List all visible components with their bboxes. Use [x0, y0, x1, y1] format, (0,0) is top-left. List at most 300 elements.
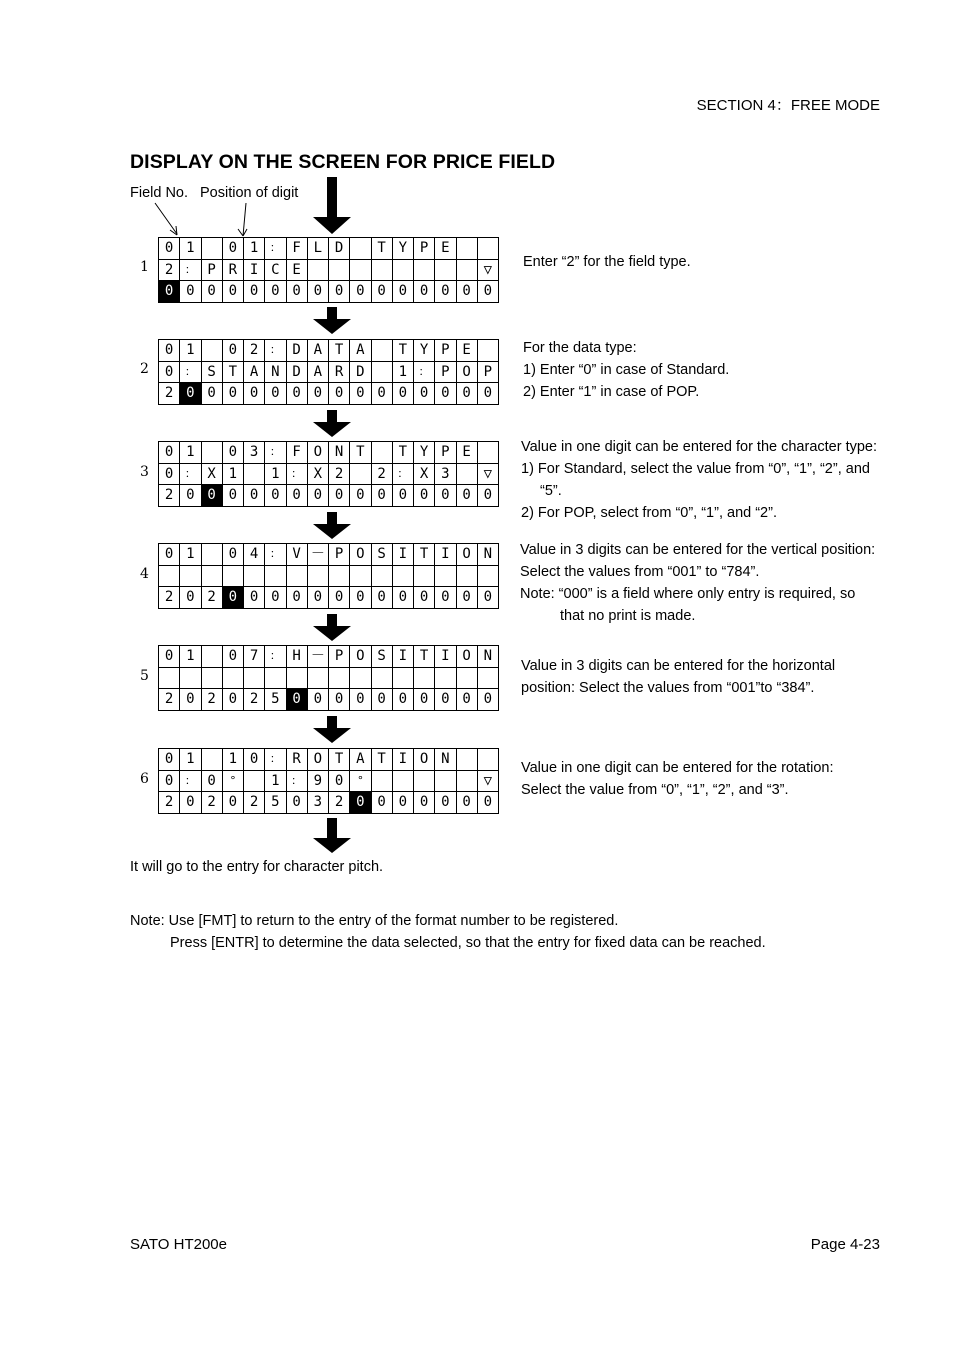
step-description: [523, 337, 729, 403]
lcd-cell: ：: [180, 463, 201, 485]
lcd-cell: P: [435, 442, 456, 464]
lcd-cell: I: [435, 646, 456, 668]
lcd-cell: [159, 667, 180, 689]
lcd-cell: [477, 442, 498, 464]
lcd-row: [159, 463, 499, 485]
desc-line: Select the value from “0”, “1”, “2”, and “3”.: [521, 782, 789, 798]
lcd-cell: [201, 646, 222, 668]
lcd-cell: 0: [435, 792, 456, 814]
desc-line: 1) Enter “0” in case of Standard.: [523, 362, 730, 378]
lcd-cell: P: [477, 361, 498, 383]
lcd-row: [159, 383, 499, 405]
lcd-cell: 0: [159, 544, 180, 566]
lcd-cell: X: [201, 463, 222, 485]
lcd-cell: 0: [392, 383, 413, 405]
lcd-cell: [477, 667, 498, 689]
lcd-cell: [201, 544, 222, 566]
lcd-cell: [244, 463, 265, 485]
lcd-cell: [201, 442, 222, 464]
lcd-cell: D: [350, 361, 371, 383]
lcd-cell: 0: [159, 361, 180, 383]
lcd-cell: [371, 259, 392, 281]
lcd-cell: 1: [222, 749, 243, 771]
lcd-cell: －: [307, 646, 328, 668]
lcd-cell: H: [286, 646, 307, 668]
lcd-screen-step-3: [158, 441, 499, 507]
lcd-cell: T: [371, 238, 392, 260]
lcd-cell: 0: [477, 383, 498, 405]
lcd-cell: Y: [392, 238, 413, 260]
lcd-cell: S: [371, 646, 392, 668]
lcd-cell: 0: [244, 281, 265, 303]
lcd-cell: [350, 667, 371, 689]
lcd-cell: [265, 667, 286, 689]
lcd-cell: [392, 565, 413, 587]
lcd-cell: 0: [477, 689, 498, 711]
lcd-cell: [222, 667, 243, 689]
lcd-cell: [392, 259, 413, 281]
lcd-cell: 0: [392, 689, 413, 711]
lcd-cell: [222, 565, 243, 587]
lcd-cell: 0: [159, 442, 180, 464]
page-title: DISPLAY ON THE SCREEN FOR PRICE FIELD: [130, 151, 556, 173]
lcd-cell: °: [350, 770, 371, 792]
lcd-cursor-cell: 0: [286, 689, 307, 711]
lcd-cell: 1: [180, 544, 201, 566]
lcd-cell: 2: [201, 689, 222, 711]
lcd-cell: I: [244, 259, 265, 281]
lcd-cell: ：: [265, 749, 286, 771]
lcd-cell: 2: [201, 587, 222, 609]
field-no-label: Field No.: [130, 185, 189, 201]
lcd-cell: 3: [307, 792, 328, 814]
lcd-cell: 0: [414, 689, 435, 711]
lcd-cell: ▽: [477, 770, 498, 792]
lcd-cell: 5: [265, 689, 286, 711]
lcd-cell: 2: [159, 689, 180, 711]
lcd-cell: [329, 259, 350, 281]
step-description: [521, 757, 834, 801]
lcd-cell: ：: [180, 361, 201, 383]
lcd-cell: 0: [286, 383, 307, 405]
lcd-cell: 1: [180, 646, 201, 668]
lcd-cell: [180, 565, 201, 587]
lcd-cell: 0: [350, 383, 371, 405]
lcd-cell: O: [350, 646, 371, 668]
lcd-cell: 1: [265, 463, 286, 485]
lcd-cell: [414, 565, 435, 587]
lcd-cell: 0: [414, 383, 435, 405]
lcd-cell: 0: [159, 340, 180, 362]
lcd-row: [159, 749, 499, 771]
lcd-cell: A: [350, 340, 371, 362]
desc-line: “5”.: [540, 483, 562, 499]
lcd-row: [159, 689, 499, 711]
lcd-cell: 0: [329, 770, 350, 792]
section-header: SECTION 4：FREE MODE: [696, 97, 880, 114]
note-line: Press [ENTR] to determine the data selected, so that the entry for fixed data can be reached.: [170, 935, 766, 951]
lcd-cell: O: [307, 442, 328, 464]
lcd-cell: X: [414, 463, 435, 485]
lcd-cell: F: [286, 238, 307, 260]
lcd-cell: 2: [371, 463, 392, 485]
lcd-cell: 0: [435, 587, 456, 609]
lcd-cell: T: [371, 749, 392, 771]
lcd-cursor-cell: 0: [159, 281, 180, 303]
lcd-cell: 0: [265, 587, 286, 609]
lcd-cell: 0: [371, 383, 392, 405]
lcd-row: [159, 646, 499, 668]
lcd-cell: P: [329, 646, 350, 668]
lcd-cell: [392, 770, 413, 792]
lcd-cell: ：: [180, 770, 201, 792]
footer-model: SATO HT200e: [130, 1236, 227, 1253]
lcd-cell: I: [392, 749, 413, 771]
lcd-cell: 3: [435, 463, 456, 485]
lcd-cell: [371, 770, 392, 792]
lcd-cell: [456, 770, 477, 792]
lcd-cell: P: [329, 544, 350, 566]
down-arrow: [312, 307, 352, 335]
lcd-cell: C: [265, 259, 286, 281]
lcd-cell: [201, 667, 222, 689]
lcd-cell: 0: [456, 383, 477, 405]
lcd-cell: [201, 238, 222, 260]
lcd-cell: D: [286, 361, 307, 383]
lcd-cell: 0: [307, 485, 328, 507]
lcd-row: [159, 770, 499, 792]
desc-line: Value in 3 digits can be entered for the horizontal: [521, 658, 836, 674]
down-arrow: [312, 614, 352, 642]
lcd-cell: 0: [222, 646, 243, 668]
lcd-cell: 0: [456, 281, 477, 303]
lcd-cell: N: [329, 442, 350, 464]
lcd-screen-step-6: [158, 748, 499, 814]
lcd-cell: V: [286, 544, 307, 566]
lcd-cell: 0: [286, 485, 307, 507]
lcd-row: [159, 281, 499, 303]
lcd-screen-step-1: [158, 237, 499, 303]
lcd-cell: 0: [435, 485, 456, 507]
lcd-cell: P: [435, 361, 456, 383]
lcd-cell: [477, 565, 498, 587]
lcd-cell: 0: [180, 792, 201, 814]
lcd-cell: 2: [159, 587, 180, 609]
step-description: [521, 655, 835, 699]
lcd-cell: 0: [456, 792, 477, 814]
lcd-cell: O: [456, 361, 477, 383]
lcd-cell: [371, 442, 392, 464]
lcd-row: [159, 485, 499, 507]
lcd-cell: 0: [265, 383, 286, 405]
lcd-cell: [159, 565, 180, 587]
lcd-cell: 0: [286, 587, 307, 609]
lcd-cell: [350, 565, 371, 587]
down-arrow: [312, 716, 352, 744]
lcd-cell: 0: [222, 383, 243, 405]
step-number: 5: [140, 668, 149, 684]
lcd-cell: ：: [414, 361, 435, 383]
lcd-cell: T: [392, 442, 413, 464]
lcd-cell: 0: [435, 383, 456, 405]
down-arrow: [312, 818, 352, 854]
lcd-cell: [201, 565, 222, 587]
lcd-cell: 9: [307, 770, 328, 792]
lcd-cell: 0: [159, 238, 180, 260]
lcd-cell: 1: [180, 749, 201, 771]
lcd-cell: Y: [414, 340, 435, 362]
lcd-cell: [329, 565, 350, 587]
desc-line: position: Select the values from “001”to “384”.: [521, 680, 815, 696]
lcd-row: [159, 565, 499, 587]
lcd-cell: 2: [244, 792, 265, 814]
lcd-row: [159, 259, 499, 281]
step-number: 1: [140, 259, 149, 275]
lcd-cell: 0: [180, 281, 201, 303]
desc-line: Value in 3 digits can be entered for the vertical position:: [520, 542, 876, 558]
lcd-cell: 0: [222, 544, 243, 566]
step-number: 6: [140, 771, 149, 787]
lcd-cell: 0: [414, 485, 435, 507]
lcd-cell: [244, 667, 265, 689]
lcd-cell: [180, 667, 201, 689]
lcd-cell: 0: [201, 281, 222, 303]
lcd-cell: X: [307, 463, 328, 485]
lcd-cell: 0: [307, 383, 328, 405]
lcd-cell: 0: [265, 281, 286, 303]
lcd-cell: 0: [435, 281, 456, 303]
lcd-cell: 0: [159, 646, 180, 668]
lcd-cell: T: [329, 340, 350, 362]
lcd-row: [159, 587, 499, 609]
lcd-cell: 0: [371, 485, 392, 507]
lcd-cell: [371, 565, 392, 587]
lcd-cell: 0: [201, 383, 222, 405]
desc-line: 2) For POP, select from “0”, “1”, and “2”.: [521, 505, 777, 521]
lcd-cell: 0: [159, 463, 180, 485]
lcd-cell: N: [477, 544, 498, 566]
lcd-cell: [456, 238, 477, 260]
lcd-cell: 0: [159, 749, 180, 771]
desc-line: that no print is made.: [560, 608, 696, 624]
lcd-cell: O: [307, 749, 328, 771]
lcd-cursor-cell: 0: [180, 383, 201, 405]
desc-line: Select the values from “001” to “784”.: [520, 564, 760, 580]
lcd-cell: 0: [435, 689, 456, 711]
lcd-cell: °: [222, 770, 243, 792]
lcd-cell: [456, 259, 477, 281]
lcd-cell: D: [329, 238, 350, 260]
lcd-cell: [456, 667, 477, 689]
lcd-cell: F: [286, 442, 307, 464]
desc-line: Value in one digit can be entered for the rotation:: [521, 760, 834, 776]
lcd-cell: 0: [222, 281, 243, 303]
lcd-cell: [477, 238, 498, 260]
lcd-cell: ：: [392, 463, 413, 485]
lcd-cell: [371, 361, 392, 383]
lcd-cell: 0: [456, 587, 477, 609]
lcd-cell: 0: [350, 281, 371, 303]
step-number: 2: [140, 361, 149, 377]
lcd-cell: 4: [244, 544, 265, 566]
lcd-cell: T: [392, 340, 413, 362]
lcd-cell: ：: [286, 463, 307, 485]
lcd-cell: 0: [307, 587, 328, 609]
lcd-cell: T: [329, 749, 350, 771]
lcd-row: [159, 667, 499, 689]
lcd-row: [159, 340, 499, 362]
lcd-cell: [435, 565, 456, 587]
lcd-cell: ：: [265, 646, 286, 668]
lcd-cell: Y: [414, 442, 435, 464]
lcd-cell: 0: [456, 485, 477, 507]
lcd-cell: 0: [477, 587, 498, 609]
footer-page-number: Page 4-23: [810, 1236, 880, 1253]
lcd-row: [159, 361, 499, 383]
lcd-cell: O: [456, 544, 477, 566]
lcd-cell: [435, 259, 456, 281]
lcd-cell: ▽: [477, 463, 498, 485]
lcd-cell: 3: [244, 442, 265, 464]
lcd-cell: ：: [286, 770, 307, 792]
lcd-cell: ▽: [477, 259, 498, 281]
lcd-cell: [414, 259, 435, 281]
down-arrow: [312, 512, 352, 540]
lcd-cell: [201, 749, 222, 771]
lcd-cell: 0: [222, 340, 243, 362]
desc-line: 1) For Standard, select the value from “0”, “1”, “2”, and: [521, 461, 870, 477]
lcd-cell: [392, 667, 413, 689]
lcd-cell: [244, 565, 265, 587]
lcd-screen-step-5: [158, 645, 499, 711]
lcd-cell: 2: [159, 383, 180, 405]
lcd-cell: －: [307, 544, 328, 566]
down-arrow: [312, 410, 352, 438]
lcd-cell: [201, 340, 222, 362]
lcd-cell: P: [414, 238, 435, 260]
lcd-cell: 5: [265, 792, 286, 814]
lcd-cell: 0: [307, 689, 328, 711]
lcd-cell: 0: [222, 442, 243, 464]
lcd-cell: 0: [371, 792, 392, 814]
lcd-cell: 0: [329, 587, 350, 609]
lcd-cursor-cell: 0: [350, 792, 371, 814]
lcd-cell: 0: [477, 281, 498, 303]
step-number: 3: [140, 464, 149, 480]
lcd-cell: [456, 463, 477, 485]
lcd-cell: 2: [201, 792, 222, 814]
lcd-cell: A: [350, 749, 371, 771]
lcd-cell: 0: [477, 792, 498, 814]
lcd-cell: 0: [159, 770, 180, 792]
lcd-cell: 0: [180, 689, 201, 711]
lcd-cell: ：: [265, 238, 286, 260]
lcd-cell: [435, 667, 456, 689]
lcd-cell: I: [435, 544, 456, 566]
step-description: [521, 436, 877, 524]
lcd-cell: 0: [350, 587, 371, 609]
lcd-cell: 0: [286, 281, 307, 303]
lcd-cell: 0: [350, 485, 371, 507]
lcd-cell: 0: [244, 587, 265, 609]
lcd-cell: O: [350, 544, 371, 566]
lcd-cell: R: [329, 361, 350, 383]
lcd-cell: 1: [222, 463, 243, 485]
lcd-cell: O: [456, 646, 477, 668]
lcd-screen-step-2: [158, 339, 499, 405]
lcd-cell: E: [456, 340, 477, 362]
down-arrow: [312, 177, 352, 235]
next-entry-text: It will go to the entry for character pitch.: [130, 859, 384, 875]
lcd-row: [159, 544, 499, 566]
lcd-cell: [435, 770, 456, 792]
lcd-cell: T: [222, 361, 243, 383]
lcd-cell: 0: [371, 587, 392, 609]
lcd-cell: 0: [329, 485, 350, 507]
lcd-cell: A: [307, 361, 328, 383]
position-of-digit-label: Position of digit: [200, 185, 299, 201]
lcd-cell: [414, 770, 435, 792]
lcd-row: [159, 792, 499, 814]
lcd-cell: 0: [244, 749, 265, 771]
lcd-cell: [371, 340, 392, 362]
lcd-cell: 0: [350, 689, 371, 711]
lcd-cell: [414, 667, 435, 689]
note-line: Note: Use [FMT] to return to the entry of the format number to be registered.: [130, 913, 619, 929]
lcd-cell: ：: [265, 442, 286, 464]
lcd-cell: I: [392, 544, 413, 566]
lcd-cell: 0: [244, 383, 265, 405]
lcd-cell: [329, 667, 350, 689]
lcd-cell: P: [435, 340, 456, 362]
lcd-cell: 0: [307, 281, 328, 303]
lcd-cell: 0: [414, 587, 435, 609]
lcd-cell: [350, 463, 371, 485]
lcd-cell: [244, 770, 265, 792]
lcd-cell: [307, 565, 328, 587]
lcd-cell: [350, 238, 371, 260]
lcd-cell: [477, 340, 498, 362]
lcd-cell: 0: [222, 792, 243, 814]
desc-line: 2) Enter “1” in case of POP.: [523, 384, 700, 400]
lcd-cell: ：: [180, 259, 201, 281]
lcd-cell: S: [371, 544, 392, 566]
lcd-cell: O: [414, 749, 435, 771]
lcd-cell: 1: [180, 238, 201, 260]
lcd-cell: 0: [329, 689, 350, 711]
lcd-cell: 1: [244, 238, 265, 260]
lcd-cell: 2: [159, 792, 180, 814]
lcd-cell: 0: [222, 689, 243, 711]
lcd-cell: 0: [456, 689, 477, 711]
lcd-cell: 0: [265, 485, 286, 507]
lcd-cursor-cell: 0: [201, 485, 222, 507]
desc-line: For the data type:: [523, 340, 637, 356]
lcd-cell: N: [265, 361, 286, 383]
lcd-cell: 0: [222, 238, 243, 260]
lcd-cell: 0: [180, 485, 201, 507]
desc-line: Enter “2” for the field type.: [523, 254, 691, 270]
lcd-cell: 0: [392, 792, 413, 814]
lcd-cell: 0: [286, 792, 307, 814]
lcd-cell: E: [456, 442, 477, 464]
lcd-cell: [286, 565, 307, 587]
lcd-cell: 0: [414, 281, 435, 303]
lcd-cell: E: [286, 259, 307, 281]
lcd-cell: N: [435, 749, 456, 771]
lcd-row: [159, 238, 499, 260]
lcd-cell: 0: [180, 587, 201, 609]
